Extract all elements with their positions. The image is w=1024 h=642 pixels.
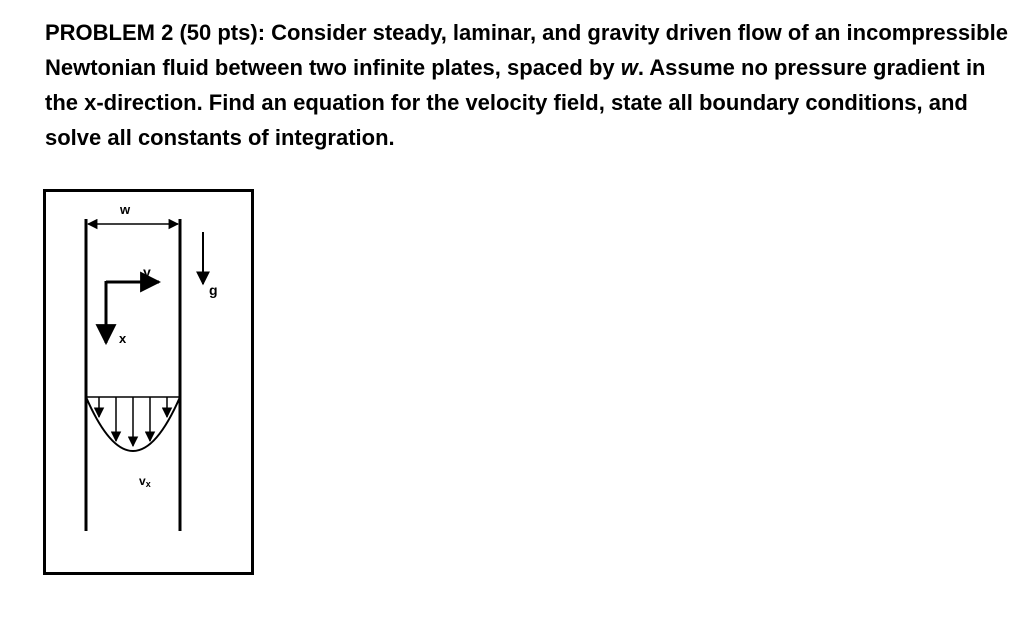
problem-statement [45, 15, 1010, 155]
width-label: w [119, 202, 131, 217]
problem-label: PROBLEM 2 (50 pts): [45, 20, 266, 45]
y-axis-label: y [143, 264, 151, 280]
x-axis-label: x [119, 331, 127, 346]
flow-diagram-svg [43, 189, 255, 576]
velocity-profile [86, 397, 180, 451]
velocity-label-subscript: x [145, 479, 151, 489]
figure-frame [45, 191, 253, 574]
velocity-label [139, 474, 151, 489]
problem-text-part2: . Assume no pressure gradient in the x-direction. Find an equation for the velocity field, state all boundary conditions, and solve all constants of integration. [45, 55, 986, 150]
flow-diagram [43, 189, 255, 581]
velocity-label-main: v [139, 474, 146, 488]
spacing-variable: w [620, 55, 638, 80]
problem-text-part1: Consider steady, laminar, and gravity driven flow of an incompressible Newtonian fluid between two infinite plates, spaced by [45, 20, 1008, 80]
gravity-label: g [209, 282, 218, 298]
